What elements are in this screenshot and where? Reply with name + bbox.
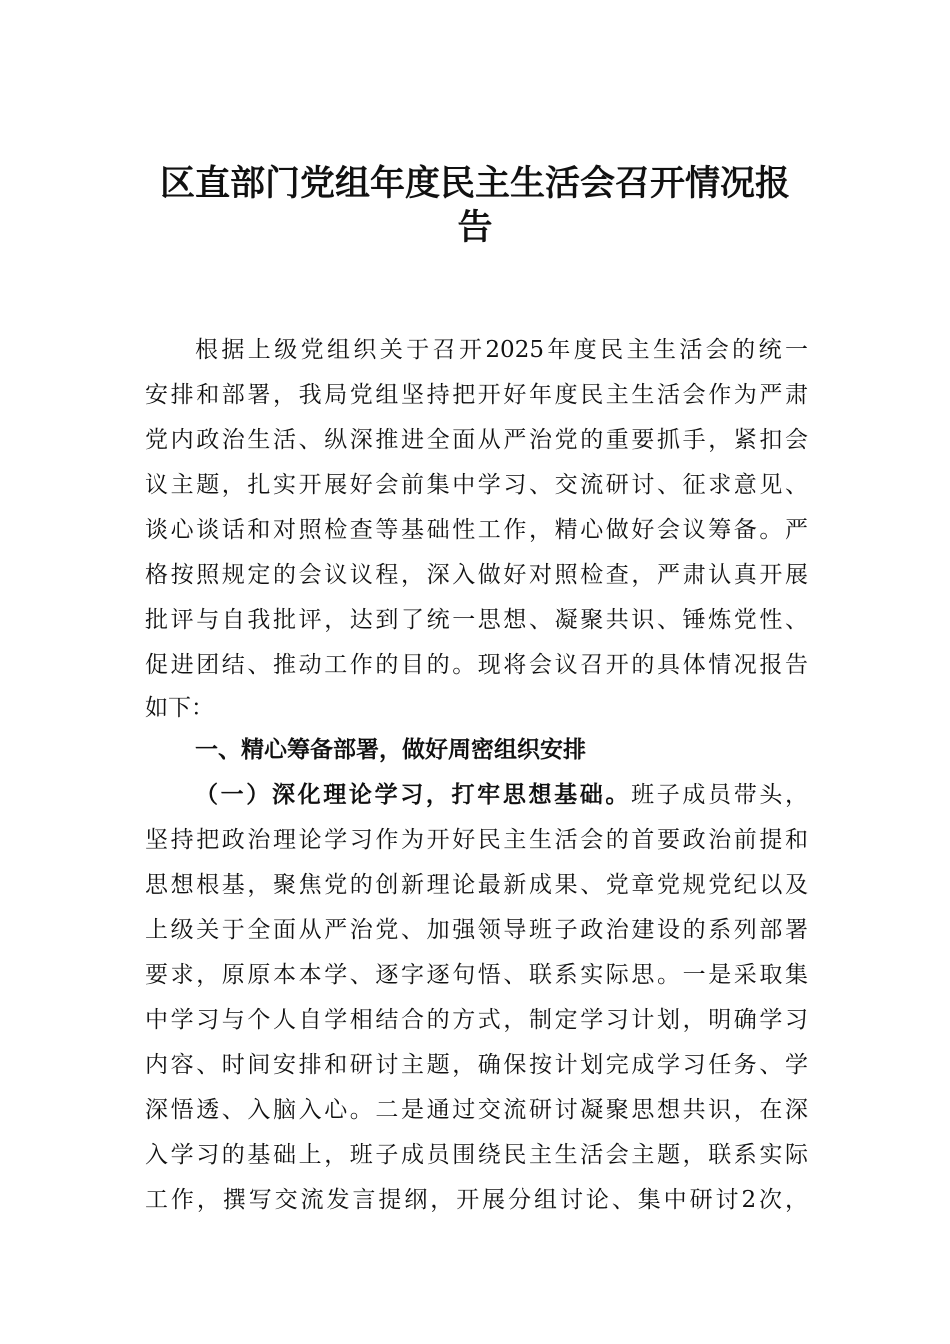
text-line: 工作，撰写交流发言提纲，开展分组讨论、集中研讨2次， xyxy=(145,1187,808,1213)
text-line: 要求，原原本本学、逐字逐句悟、联系实际思。一是采取集 xyxy=(145,962,808,988)
text-line: 深悟透、入脑入心。二是通过交流研讨凝聚思想共识，在深 xyxy=(145,1097,808,1123)
title-line: 区直部门党组年度民主生活会召开情况报 xyxy=(159,163,790,204)
text-line: 中学习与个人自学相结合的方式，制定学习计划，明确学习 xyxy=(145,1007,808,1033)
text-line: 安排和部署，我局党组坚持把开好年度民主生活会作为严肃 xyxy=(145,382,808,408)
text-line: 内容、时间安排和研讨主题，确保按计划完成学习任务、学 xyxy=(145,1052,808,1078)
section-heading: 一、精心筹备部署，做好周密组织安排 xyxy=(195,737,586,763)
text-line: 上级关于全面从严治党、加强领导班子政治建设的系列部署 xyxy=(145,917,808,943)
text-span: 班子成员带头， xyxy=(631,782,809,808)
text-line: 促进团结、推动工作的目的。现将会议召开的具体情况报告 xyxy=(145,652,808,678)
text-line: 党内政治生活、纵深推进全面从严治党的重要抓手，紧扣会 xyxy=(145,427,808,453)
text-line: 格按照规定的会议议程，深入做好对照检查，严肃认真开展 xyxy=(145,562,808,588)
text-line: 入学习的基础上，班子成员围绕民主生活会主题，联系实际 xyxy=(145,1142,808,1168)
title-line: 告 xyxy=(457,207,493,248)
text-line: 坚持把政治理论学习作为开好民主生活会的首要政治前提和 xyxy=(145,827,808,853)
text-line: 谈心谈话和对照检查等基础性工作，精心做好会议筹备。严 xyxy=(145,517,808,543)
text-line: 如下： xyxy=(145,695,214,721)
subsection-heading: （一）深化理论学习，打牢思想基础。 xyxy=(195,781,632,808)
text-line xyxy=(195,780,808,810)
text-line: 思想根基，聚焦党的创新理论最新成果、党章党规党纪以及 xyxy=(145,872,808,898)
text-line: 根据上级党组织关于召开2025年度民主生活会的统一 xyxy=(195,337,808,363)
text-line: 批评与自我批评，达到了统一思想、凝聚共识、锤炼党性、 xyxy=(145,607,808,633)
text-line: 议主题，扎实开展好会前集中学习、交流研讨、征求意见、 xyxy=(145,472,808,498)
